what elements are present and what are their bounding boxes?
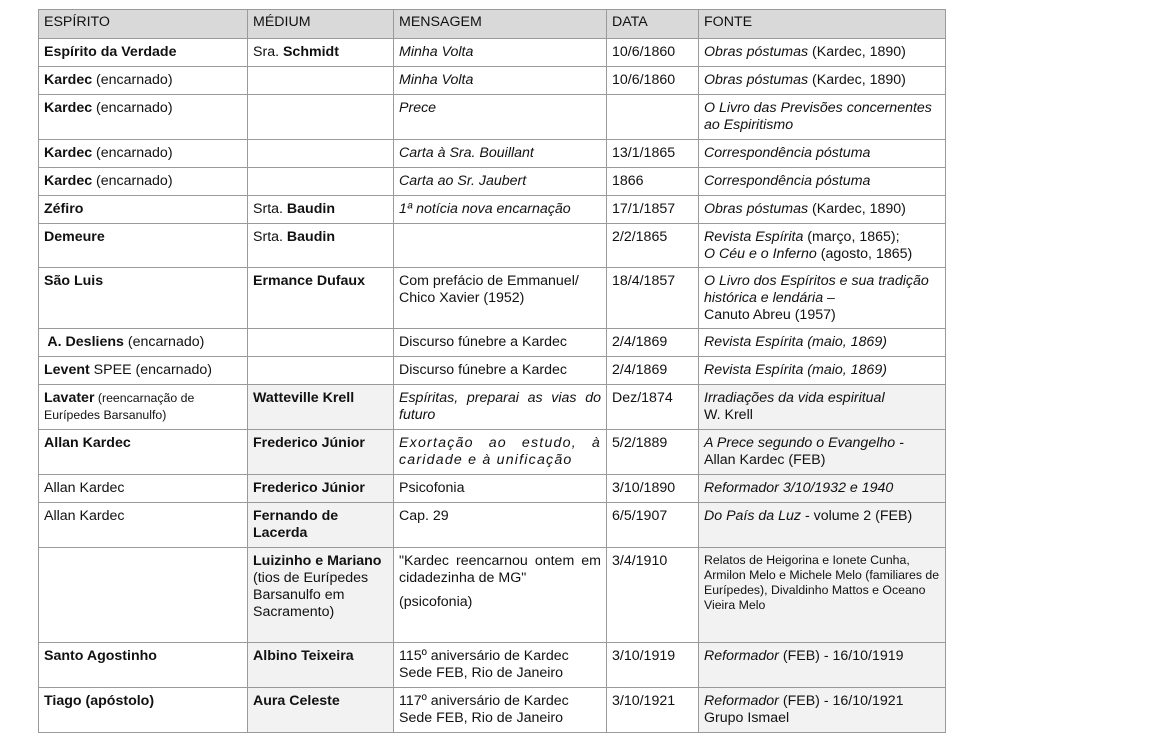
cell-data: 2/4/1869 [607,357,699,385]
cell-fonte: Irradiações da vida espiritual W. Krell [699,385,946,430]
cell-espirito [39,548,248,643]
cell-data: 3/10/1890 [607,475,699,503]
cell-data: Dez/1874 [607,385,699,430]
cell-data: 10/6/1860 [607,39,699,67]
cell-fonte: O Livro dos Espíritos e sua tradição histórica e lendária – Canuto Abreu (1957) [699,268,946,329]
cell-medium: Aura Celeste [248,688,394,733]
table-row [39,329,946,357]
header-mensagem: MENSAGEM [394,10,607,39]
cell-mensagem: Minha Volta [394,67,607,95]
cell-medium: Sra. Schmidt [248,39,394,67]
cell-espirito: Allan Kardec [39,430,248,475]
cell-fonte: Reformador (FEB) - 16/10/1921 Grupo Ismael [699,688,946,733]
cell-espirito: Lavater (reencarnação de Eurípedes Barsanulfo) [39,385,248,430]
cell-espirito: Levent SPEE (encarnado) [39,357,248,385]
cell-medium [248,357,394,385]
cell-fonte: O Livro das Previsões concernentes ao Espiritismo [699,95,946,140]
cell-data: 13/1/1865 [607,140,699,168]
cell-data: 3/10/1919 [607,643,699,688]
cell-medium [248,168,394,196]
cell-data: 6/5/1907 [607,503,699,548]
header-medium: MÉDIUM [248,10,394,39]
cell-fonte: Reformador 3/10/1932 e 1940 [699,475,946,503]
table-row [39,224,946,268]
cell-medium: Watteville Krell [248,385,394,430]
cell-mensagem: Psicofonia [394,475,607,503]
cell-mensagem [394,224,607,268]
table-row [39,357,946,385]
table-row [39,688,946,733]
cell-espirito: Kardec (encarnado) [39,168,248,196]
cell-data: 3/10/1921 [607,688,699,733]
cell-mensagem: Discurso fúnebre a Kardec [394,329,607,357]
cell-espirito: São Luis [39,268,248,329]
cell-mensagem: Prece [394,95,607,140]
cell-data: 18/4/1857 [607,268,699,329]
table-row [39,385,946,430]
cell-medium: Frederico Júnior [248,475,394,503]
cell-medium: Srta. Baudin [248,224,394,268]
table-row [39,168,946,196]
header-row [39,10,946,39]
cell-medium: Frederico Júnior [248,430,394,475]
cell-mensagem: Espíritas, preparai as vias do futuro [394,385,607,430]
cell-fonte: Reformador (FEB) - 16/10/1919 [699,643,946,688]
cell-fonte: Do País da Luz - volume 2 (FEB) [699,503,946,548]
cell-data: 2/4/1869 [607,329,699,357]
cell-medium: Albino Teixeira [248,643,394,688]
cell-data: 2/2/1865 [607,224,699,268]
cell-espirito: Santo Agostinho [39,643,248,688]
table-row [39,196,946,224]
cell-mensagem: Exortação ao estudo, à caridade e à unificação [394,430,607,475]
header-fonte: FONTE [699,10,946,39]
cell-fonte: Obras póstumas (Kardec, 1890) [699,196,946,224]
cell-espirito: Allan Kardec [39,503,248,548]
table-row [39,268,946,329]
cell-medium: Fernando de Lacerda [248,503,394,548]
cell-espirito: A. Desliens (encarnado) [39,329,248,357]
header-data: DATA [607,10,699,39]
cell-mensagem: Cap. 29 [394,503,607,548]
cell-mensagem: Discurso fúnebre a Kardec [394,357,607,385]
cell-fonte: Revista Espírita (maio, 1869) [699,357,946,385]
cell-espirito: Zéfiro [39,196,248,224]
cell-fonte: Obras póstumas (Kardec, 1890) [699,67,946,95]
table-row [39,643,946,688]
cell-data: 10/6/1860 [607,67,699,95]
cell-data: 3/4/1910 [607,548,699,643]
table-row [39,548,946,643]
cell-fonte: Correspondência póstuma [699,168,946,196]
cell-mensagem: "Kardec reencarnou ontem em cidadezinha de MG" (psicofonia) [394,548,607,643]
cell-medium: Luizinho e Mariano (tios de Eurípedes Barsanulfo em Sacramento) [248,548,394,643]
cell-medium: Srta. Baudin [248,196,394,224]
cell-mensagem: Minha Volta [394,39,607,67]
cell-data: 17/1/1857 [607,196,699,224]
cell-mensagem: 117º aniversário de Kardec Sede FEB, Rio de Janeiro [394,688,607,733]
cell-espirito: Demeure [39,224,248,268]
cell-fonte: Revista Espírita (março, 1865); O Céu e o Inferno (agosto, 1865) [699,224,946,268]
spirit-messages-table [38,9,946,733]
table-row [39,430,946,475]
cell-medium [248,95,394,140]
cell-espirito: Tiago (apóstolo) [39,688,248,733]
table-row [39,475,946,503]
cell-mensagem: 115º aniversário de Kardec Sede FEB, Rio de Janeiro [394,643,607,688]
table-row [39,39,946,67]
cell-fonte: A Prece segundo o Evangelho - Allan Kardec (FEB) [699,430,946,475]
cell-fonte: Revista Espírita (maio, 1869) [699,329,946,357]
cell-fonte: Obras póstumas (Kardec, 1890) [699,39,946,67]
cell-data: 1866 [607,168,699,196]
cell-espirito: Allan Kardec [39,475,248,503]
header-espirito: ESPÍRITO [39,10,248,39]
cell-espirito: Kardec (encarnado) [39,140,248,168]
cell-espirito: Espírito da Verdade [39,39,248,67]
cell-medium [248,329,394,357]
cell-espirito: Kardec (encarnado) [39,95,248,140]
cell-mensagem: Carta ao Sr. Jaubert [394,168,607,196]
cell-medium [248,67,394,95]
cell-fonte: Relatos de Heigorina e Ionete Cunha, Armilon Melo e Michele Melo (familiares de Eurípedes), Divaldinho Mattos e Oceano Vieira Melo [699,548,946,643]
cell-mensagem: Com prefácio de Emmanuel/ Chico Xavier (1952) [394,268,607,329]
table-row [39,67,946,95]
cell-mensagem: Carta à Sra. Bouillant [394,140,607,168]
table-row [39,503,946,548]
cell-espirito: Kardec (encarnado) [39,67,248,95]
cell-medium [248,140,394,168]
cell-fonte: Correspondência póstuma [699,140,946,168]
cell-medium: Ermance Dufaux [248,268,394,329]
table-row [39,140,946,168]
cell-data [607,95,699,140]
cell-data: 5/2/1889 [607,430,699,475]
table-row [39,95,946,140]
cell-mensagem: 1ª notícia nova encarnação [394,196,607,224]
